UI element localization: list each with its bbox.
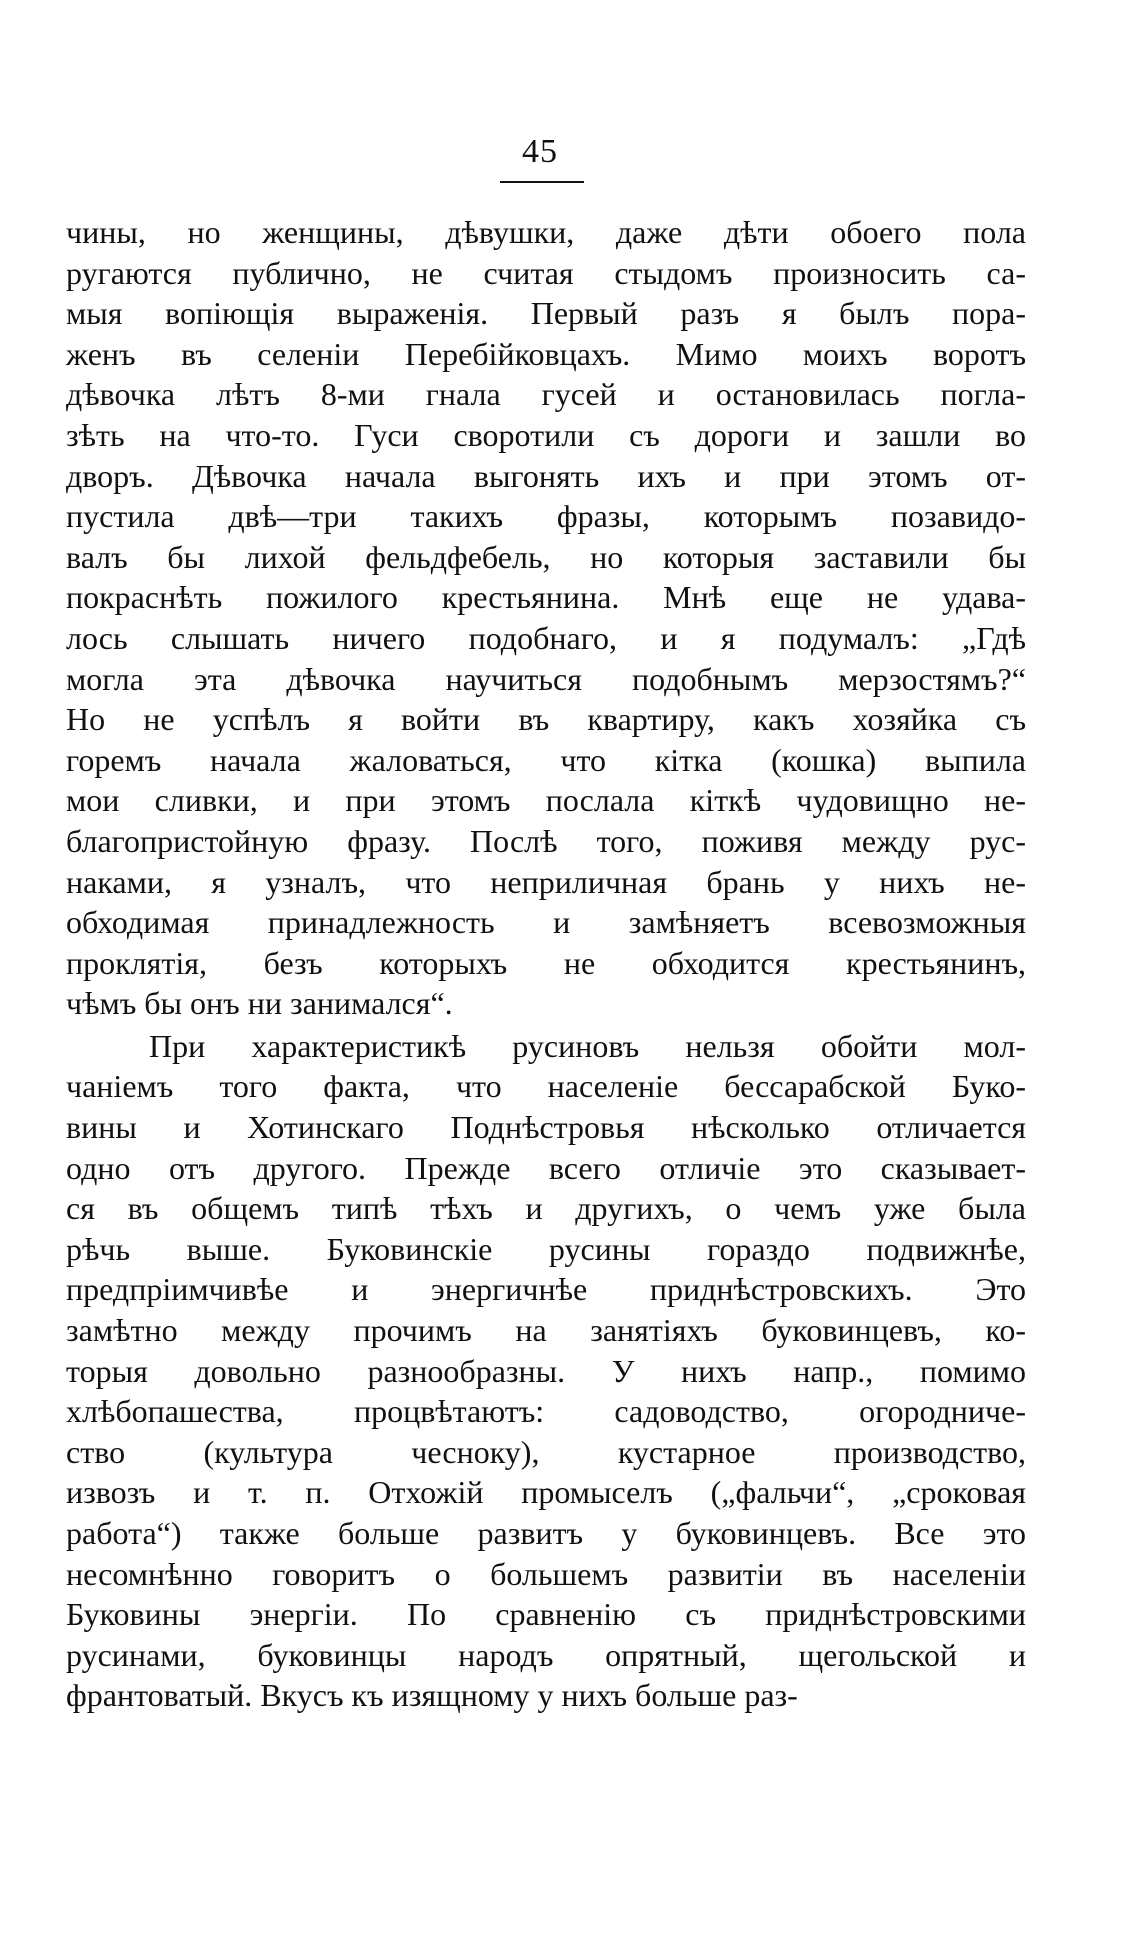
text-line: пустила двѣ—три такихъ фразы, которымъ позавидо- bbox=[66, 498, 1026, 535]
paragraph bbox=[66, 1026, 1026, 1716]
text-line: Буковины энергіи. По сравненію съ приднѣстровскими bbox=[66, 1596, 1026, 1633]
text-line: ся въ общемъ типѣ тѣхъ и другихъ, о чемъ уже была bbox=[66, 1190, 1026, 1227]
text-line: русинами, буковинцы народъ опрятный, щегольской и bbox=[66, 1636, 1026, 1673]
text-line: валъ бы лихой фельдфебель, но которыя заставили бы bbox=[66, 538, 1026, 575]
text-line: дворъ. Дѣвочка начала выгонять ихъ и при этомъ от- bbox=[66, 457, 1026, 494]
text-line: Но не успѣлъ я войти въ квартиру, какъ хозяйка съ bbox=[66, 701, 1026, 738]
text-line: благопристойную фразу. Послѣ того, поживя между рус- bbox=[66, 822, 1026, 859]
text-line: чаніемъ того факта, что населеніе бессарабской Буко- bbox=[66, 1068, 1026, 1105]
text-line: работа“) также больше развитъ у буковинцевъ. Все это bbox=[66, 1515, 1026, 1551]
text-line: чѣмъ бы онъ ни занимался“. bbox=[66, 985, 453, 1022]
text-line: дѣвочка лѣтъ 8-ми гнала гусей и остановилась погла- bbox=[66, 376, 1026, 413]
text-line: наками, я узналъ, что неприличная брань у нихъ не- bbox=[66, 863, 1026, 900]
text-line: мои сливки, и при этомъ послала кіткѣ чудовищно не- bbox=[66, 782, 1026, 819]
text-line: замѣтно между прочимъ на занятіяхъ буковинцевъ, ко- bbox=[66, 1312, 1026, 1349]
text-line: несомнѣнно говоритъ о большемъ развитіи въ населеніи bbox=[66, 1555, 1026, 1592]
text-line: ство (культура чесноку), кустарное производство, bbox=[66, 1433, 1026, 1470]
text-line: лось слышать ничего подобнаго, и я подумалъ: „Гдѣ bbox=[66, 619, 1026, 656]
page-number: 45 bbox=[522, 133, 558, 170]
text-line: покраснѣть пожилого крестьянина. Мнѣ еще не удава- bbox=[66, 579, 1026, 616]
text-line: женъ въ селеніи Перебійковцахъ. Мимо моихъ воротъ bbox=[66, 335, 1026, 372]
text-line: обходимая принадлежность и замѣняетъ всевозможныя bbox=[66, 904, 1026, 941]
text-line: горемъ начала жаловаться, что кітка (кошка) выпила bbox=[66, 741, 1026, 778]
text-line: торыя довольно разнообразны. У нихъ напр., помимо bbox=[66, 1352, 1026, 1389]
text-line: хлѣбопашества, процвѣтаютъ: садоводство, огородниче- bbox=[66, 1393, 1026, 1430]
text-line: ругаются публично, не считая стыдомъ произносить са- bbox=[66, 254, 1026, 291]
text-line: предпріимчивѣе и энергичнѣе приднѣстровскихъ. Это bbox=[66, 1271, 1026, 1308]
text-line: чины, но женщины, дѣвушки, даже дѣти обоего пола bbox=[66, 214, 1026, 250]
text-line: извозъ и т. п. Отхожій промыселъ („фальчи“, „сроковая bbox=[66, 1474, 1026, 1511]
text-line: франтоватый. Вкусъ къ изящному у нихъ больше раз- bbox=[66, 1677, 798, 1714]
paragraph bbox=[66, 212, 1026, 1024]
body-text bbox=[66, 212, 1026, 1716]
text-line: вины и Хотинскаго Поднѣстровья нѣсколько отличается bbox=[66, 1109, 1026, 1146]
page-number-rule bbox=[500, 181, 584, 183]
text-line: мыя вопіющія выраженія. Первый разъ я былъ пора- bbox=[66, 295, 1026, 332]
text-line: При характеристикѣ русиновъ нельзя обойти мол- bbox=[149, 1027, 1026, 1064]
text-line: зѣть на что-то. Гуси своротили съ дороги и зашли во bbox=[66, 416, 1026, 453]
text-line: рѣчь выше. Буковинскіе русины гораздо подвижнѣе, bbox=[66, 1230, 1026, 1267]
text-line: проклятія, безъ которыхъ не обходится крестьянинъ, bbox=[66, 944, 1026, 981]
text-line: одно отъ другого. Прежде всего отличіе это сказывает- bbox=[66, 1149, 1026, 1186]
text-line: могла эта дѣвочка научиться подобнымъ мерзостямъ?“ bbox=[66, 660, 1026, 697]
